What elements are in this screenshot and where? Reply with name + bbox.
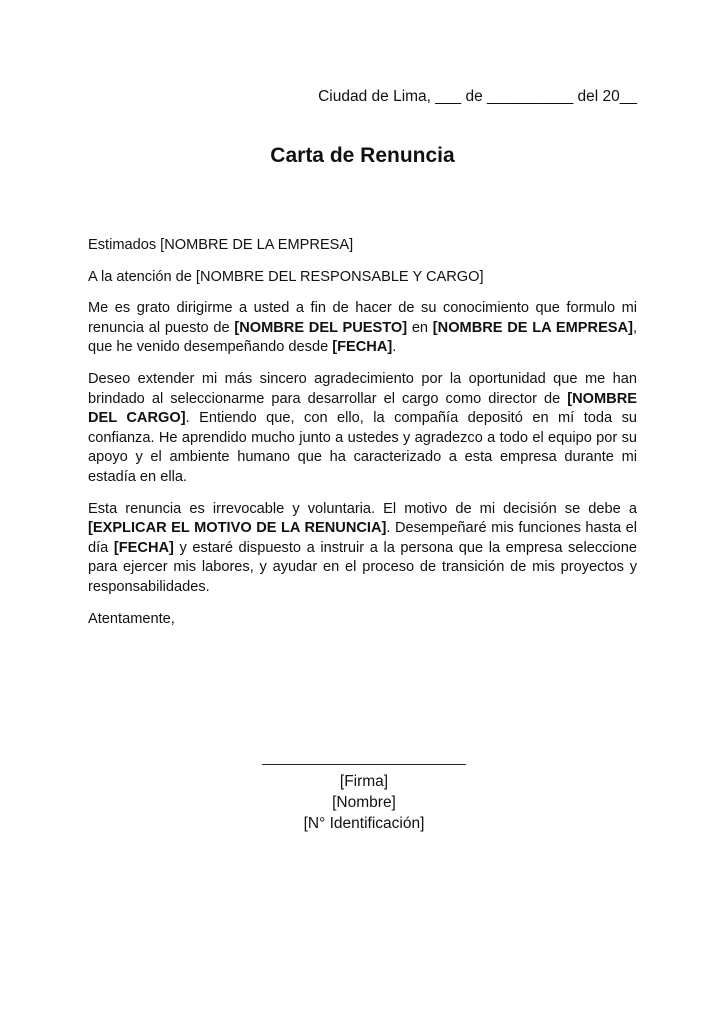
placeholder-date: [FECHA] [332, 339, 393, 356]
closing: Atentamente, [88, 610, 175, 627]
paragraph-text: y estaré dispuesto a instruir a la persona que la empresa seleccione para ejercer mis labores, y ayudar en el proceso de transición de mis proyectos y responsabilidades. [88, 539, 637, 595]
paragraph-text: Deseo extender mi más sincero agradecimiento por la oportunidad que me han brindado al seleccionarme para desarrollar el cargo como director de [88, 370, 637, 407]
placeholder-reason: [EXPLICAR EL MOTIVO DE LA RENUNCIA] [88, 520, 387, 537]
paragraph-text: . Entiendo que, con ello, la compañía depositó en mí toda su confianza. He aprendido mucho junto a ustedes y agradezco a todo el equipo por su apoyo y el ambiente humano que ha caracterizado a esta empresa durante mi estadía en ella. [88, 410, 637, 485]
placeholder-position: [NOMBRE DEL PUESTO] [234, 319, 408, 336]
placeholder-company: [NOMBRE DE LA EMPRESA] [432, 319, 633, 336]
signature-identificacion: [N° Identificación] [303, 815, 425, 832]
paragraph-text: , que he venido desempeñando desde [88, 319, 638, 356]
paragraph-gratitude [88, 370, 637, 488]
attention-line: A la atención de [NOMBRE DEL RESPONSABLE Y CARGO] [88, 268, 484, 285]
paragraph-resignation [88, 299, 637, 358]
signature-block [262, 764, 466, 834]
paragraph-text: Esta renuncia es irrevocable y voluntaria. El motivo de mi decisión se debe a [88, 500, 637, 517]
paragraph-text: . [392, 339, 397, 356]
paragraph-text: . Desempeñaré mis funciones hasta el día [88, 520, 637, 556]
letter-title: Carta de Renuncia [270, 144, 455, 167]
salutation: Estimados [NOMBRE DE LA EMPRESA] [88, 237, 354, 253]
signature-line [262, 764, 466, 765]
paragraph-reason [88, 500, 637, 598]
paragraph-text: Me es grato dirigirme a usted a fin de hacer de su conocimiento que formulo mi renuncia al puesto de [88, 300, 637, 336]
placeholder-end-date: [FECHA] [113, 539, 174, 556]
placeholder-role: [NOMBRE DEL CARGO] [88, 390, 637, 427]
signature-nombre: [Nombre] [332, 794, 396, 811]
date-line: Ciudad de Lima, ___ de __________ del 20__ [318, 88, 637, 105]
letter-body [88, 236, 637, 641]
paragraph-text: en [407, 319, 433, 336]
signature-firma: [Firma] [339, 773, 389, 790]
